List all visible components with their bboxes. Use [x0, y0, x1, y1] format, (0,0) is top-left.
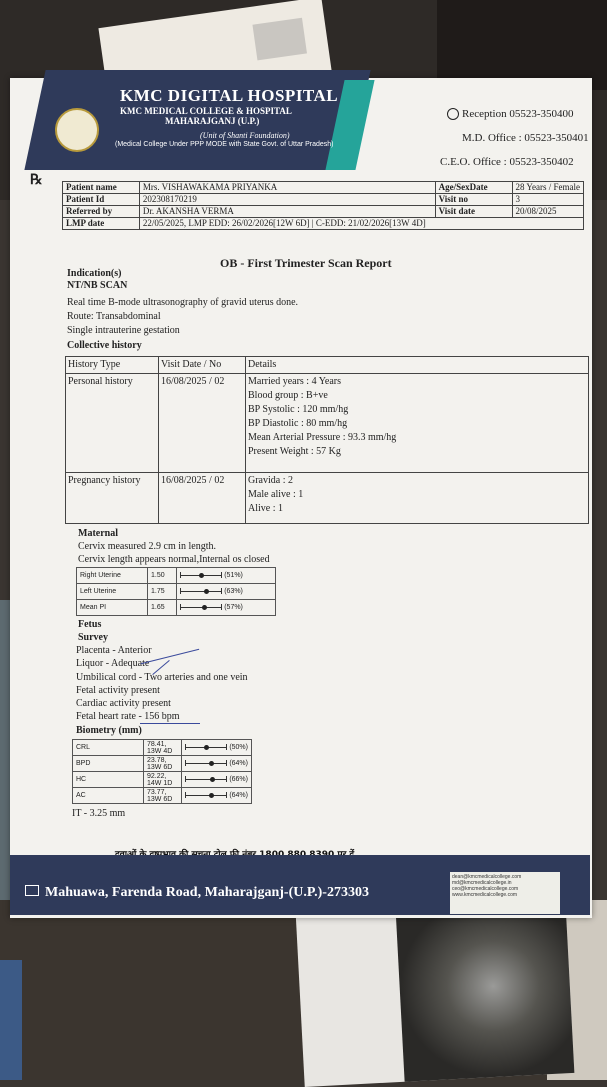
- percentile-value: (57%): [224, 604, 243, 611]
- history-details: [246, 374, 589, 473]
- visit-date: 20/08/2025: [512, 206, 584, 218]
- detail-line: Alive : 1: [248, 503, 283, 514]
- row-value: 78.41, 13W 4D: [144, 740, 182, 756]
- scale-line: [186, 795, 226, 796]
- percentile-value: (66%): [229, 776, 248, 783]
- percentile-scale: [185, 776, 227, 782]
- placenta: Placenta - Anterior: [76, 645, 152, 656]
- college-name: KMC MEDICAL COLLEGE & HOSPITAL: [120, 106, 292, 116]
- percentile-value: (64%): [229, 792, 248, 799]
- percentile-cell: [182, 756, 252, 772]
- biometry-heading: Biometry (mm): [76, 725, 142, 736]
- patient-id-label: Patient Id: [63, 194, 140, 206]
- row-label: Right Uterine: [77, 568, 148, 584]
- indication-gestation: Single intrauterine gestation: [67, 325, 180, 336]
- biometry-table: [72, 739, 252, 804]
- hospital-location: MAHARAJGANJ (U.P.): [165, 116, 260, 126]
- col-header: Visit Date / No: [159, 357, 246, 374]
- ultrasound-image: [396, 908, 574, 1082]
- percentile-scale: [180, 604, 222, 610]
- cervix-normal: Cervix length appears normal,Internal os closed: [78, 554, 270, 565]
- row-value: 92.22, 14W 1D: [144, 772, 182, 788]
- report-title: OB - First Trimester Scan Report: [220, 256, 392, 270]
- scale-line: [186, 763, 226, 764]
- background-shadow: [437, 0, 607, 90]
- percentile-cell: [177, 584, 276, 600]
- fetal-heart-rate: Fetal heart rate - 156 bpm: [76, 711, 180, 722]
- film-print-text: [307, 927, 387, 931]
- percentile-scale: [185, 792, 227, 798]
- detail-line: Present Weight : 57 Kg: [248, 446, 341, 457]
- row-label: CRL: [73, 740, 144, 756]
- indication-heading: Indication(s): [67, 268, 122, 279]
- umbilical-cord: Umbilical cord - Two arteries and one vein: [76, 672, 248, 683]
- scale-line: [181, 591, 221, 592]
- table-row: [77, 584, 276, 600]
- hospital-unit: (Unit of Shanti Foundation): [200, 131, 290, 140]
- scale-line: [186, 779, 226, 780]
- percentile-marker: [209, 761, 214, 766]
- row-value: 1.75: [148, 584, 177, 600]
- percentile-marker: [202, 605, 207, 610]
- table-row: [73, 788, 252, 804]
- percentile-marker: [199, 573, 204, 578]
- row-label: BPD: [73, 756, 144, 772]
- rx-symbol: ℞: [30, 173, 43, 188]
- hospital-name: KMC DIGITAL HOSPITAL: [120, 86, 339, 105]
- maternal-heading: Maternal: [78, 528, 118, 539]
- it-measurement: IT - 3.25 mm: [72, 808, 126, 819]
- history-date: 16/08/2025 / 02: [159, 374, 246, 473]
- percentile-scale: [185, 760, 227, 766]
- patient-id: 202308170219: [139, 194, 435, 206]
- patient-name-label: Patient name: [63, 182, 140, 194]
- website-line: www.kmcmedicalcollege.com: [452, 892, 518, 898]
- email-line: dean@kmcmedicalcollege.com: [452, 874, 522, 880]
- percentile-scale: [180, 572, 222, 578]
- cervix-measure: Cervix measured 2.9 cm in length.: [78, 541, 217, 552]
- lmp-date: 22/05/2025, LMP EDD: 26/02/2026[12W 6D] | C-EDD: 21/02/2026[13W 4D]: [139, 218, 583, 230]
- row-label: Mean PI: [77, 600, 148, 616]
- col-header: Details: [246, 357, 589, 374]
- percentile-cell: [182, 740, 252, 756]
- percentile-scale: [185, 744, 227, 750]
- percentile-scale: [180, 588, 222, 594]
- email-line: ceo@kmcmedicalcollege.com: [452, 886, 519, 892]
- table-row: [77, 600, 276, 616]
- indication-route: Route: Transabdominal: [67, 311, 161, 322]
- indication-line: Real time B-mode ultrasonography of gravid uterus done.: [67, 297, 299, 308]
- percentile-marker: [209, 793, 214, 798]
- age-sex-label: Age/SexDate: [435, 182, 512, 194]
- cardiac-activity: Cardiac activity present: [76, 698, 171, 709]
- location-icon: [25, 885, 39, 896]
- history-details: [246, 473, 589, 524]
- history-type: Pregnancy history: [66, 473, 159, 524]
- fetus-heading: Fetus: [78, 619, 102, 630]
- percentile-marker: [204, 589, 209, 594]
- table-row: [73, 772, 252, 788]
- email-line: md@kmcmedicalcollege.in: [452, 880, 512, 886]
- ultrasound-film: [296, 898, 575, 1087]
- percentile-marker: [204, 745, 209, 750]
- contact-reception: Reception 05523-350400: [447, 108, 574, 120]
- row-value: 1.65: [148, 600, 177, 616]
- hospital-logo: [55, 108, 99, 152]
- row-label: Left Uterine: [77, 584, 148, 600]
- collective-history-heading: Collective history: [67, 340, 142, 351]
- maternal-doppler-table: [76, 567, 276, 616]
- referred-by: Dr. AKANSHA VERMA: [139, 206, 435, 218]
- percentile-cell: [182, 788, 252, 804]
- collective-history-table: [65, 356, 589, 524]
- detail-line: BP Systolic : 120 mm/hg: [248, 404, 349, 415]
- visit-date-label: Visit date: [435, 206, 512, 218]
- contact-md-office: M.D. Office : 05523-350401: [462, 132, 589, 144]
- row-value: 23.78, 13W 6D: [144, 756, 182, 772]
- detail-line: Married years : 4 Years: [248, 376, 342, 387]
- row-value: 73.77, 13W 6D: [144, 788, 182, 804]
- percentile-cell: [177, 600, 276, 616]
- lmp-label: LMP date: [63, 218, 140, 230]
- row-value: 1.50: [148, 568, 177, 584]
- table-row: [77, 568, 276, 584]
- liquor: Liquor - Adequate: [76, 658, 150, 669]
- table-row: [73, 740, 252, 756]
- history-date: 16/08/2025 / 02: [159, 473, 246, 524]
- back-paper-label: [252, 18, 307, 61]
- referred-by-label: Referred by: [63, 206, 140, 218]
- visit-no: 3: [512, 194, 584, 206]
- col-header: History Type: [66, 357, 159, 374]
- percentile-value: (50%): [229, 744, 248, 751]
- table-row: [73, 756, 252, 772]
- phone-icon: [447, 108, 459, 120]
- percentile-value: (63%): [224, 588, 243, 595]
- percentile-cell: [177, 568, 276, 584]
- footer-contacts: [450, 872, 560, 914]
- detail-line: Gravida : 2: [248, 475, 293, 486]
- detail-line: BP Diastolic : 80 mm/hg: [248, 418, 348, 429]
- visit-no-label: Visit no: [435, 194, 512, 206]
- bottle: [0, 960, 22, 1080]
- percentile-marker: [210, 777, 215, 782]
- survey-heading: Survey: [78, 632, 108, 643]
- detail-line: Blood group : B+ve: [248, 390, 328, 401]
- hospital-tagline: (Medical College Under PPP MODE with State Govt. of Uttar Pradesh): [115, 141, 334, 148]
- pen-mark: [140, 723, 200, 724]
- patient-info-table: [62, 181, 584, 230]
- detail-line: Male alive : 1: [248, 489, 304, 500]
- age-sex: 28 Years / Female: [512, 182, 584, 194]
- patient-name: Mrs. VISHAWAKAMA PRIYANKA: [139, 182, 435, 194]
- history-type: Personal history: [66, 374, 159, 473]
- row-label: AC: [73, 788, 144, 804]
- indication-scan: NT/NB SCAN: [67, 280, 128, 291]
- row-label: HC: [73, 772, 144, 788]
- detail-line: Mean Arterial Pressure : 93.3 mm/hg: [248, 432, 397, 443]
- percentile-value: (51%): [224, 572, 243, 579]
- contact-ceo-office: C.E.O. Office : 05523-350402: [440, 156, 574, 168]
- fetal-activity: Fetal activity present: [76, 685, 160, 696]
- hospital-address: Mahuawa, Farenda Road, Maharajganj-(U.P.)-273303: [25, 885, 369, 901]
- percentile-cell: [182, 772, 252, 788]
- percentile-value: (64%): [229, 760, 248, 767]
